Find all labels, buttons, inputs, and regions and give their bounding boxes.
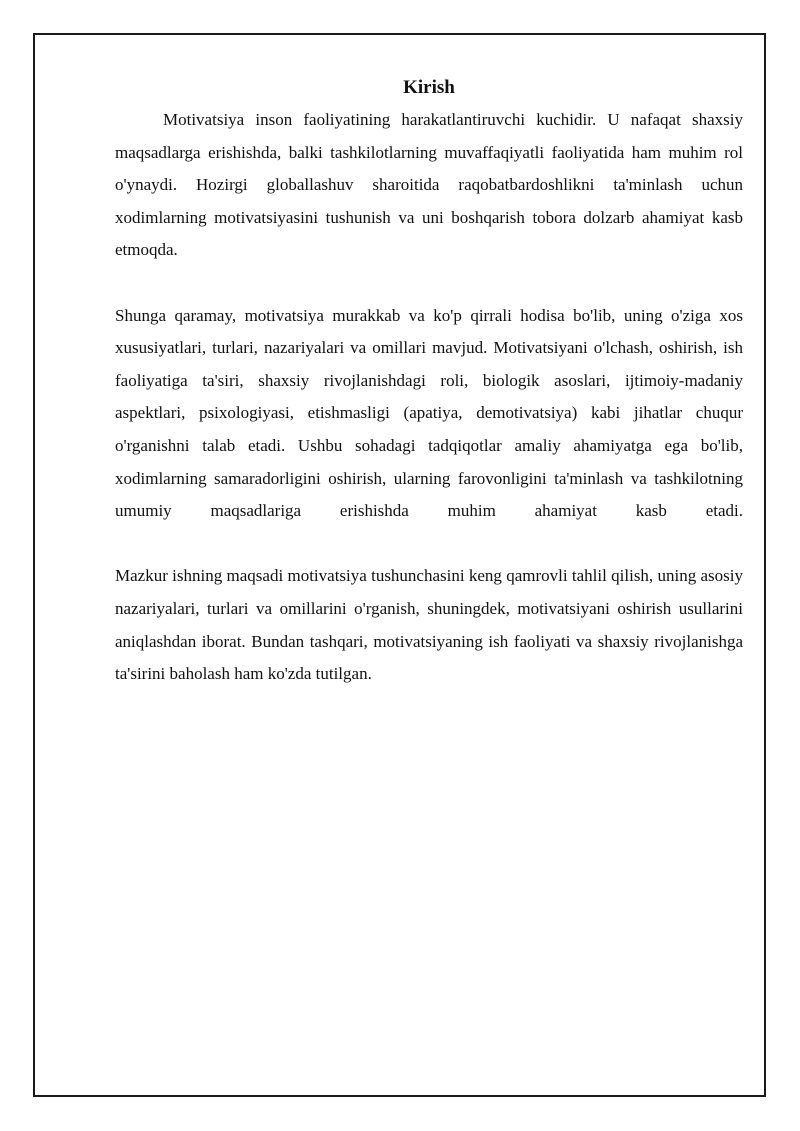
document-body <box>115 72 743 691</box>
paragraph-goal: Mazkur ishning maqsadi motivatsiya tushunchasini keng qamrovli tahlil qilish, uning asosiy nazariyalari, turlari va omillarini o'rganish, shuningdek, motivatsiyani oshirish usullarini aniqlashdan iborat. Bundan tashqari, motivatsiyaning ish faoliyati va shaxsiy rivojlanishga ta'sirini baholash ham ko'zda tutilgan. <box>115 566 743 684</box>
paragraph-spacer <box>115 267 743 300</box>
paragraph-intro: Motivatsiya inson faoliyatining harakatlantiruvchi kuchidir. U nafaqat shaxsiy maqsadlarga erishishda, balki tashkilotlarning muvaffaqiyatli faoliyatida ham muhim rol o'ynaydi. Hozirgi globallashuv sharoitida raqobatbardoshlikni ta'minlash uchun xodimlarning motivatsiyasini tushunish va uni boshqarish tobora dolzarb ahamiyat kasb etmoqda. <box>115 110 743 260</box>
paragraph-body: Shunga qaramay, motivatsiya murakkab va ko'p qirrali hodisa bo'lib, uning o'ziga xos xususiyatlari, turlari, nazariyalari va omillari mavjud. Motivatsiyani o'lchash, oshirish, ish faoliyatiga ta'siri, shaxsiy rivojlanishdagi roli, biologik asoslari, ijtimoiy-madaniy aspektlari, psixologiyasi, etishmasligi (apatiya, demotivatsiya) kabi jihatlar chuqur o'rganishni talab etadi. Ushbu sohadagi tadqiqotlar amaliy ahamiyatga ega bo'lib, xodimlarning samaradorligini oshirish, ularning farovonligini ta'minlash va tashkilotning umumiy maqsadlariga erishishda muhim ahamiyat kasb etadi. <box>115 305 743 521</box>
paragraph-spacer <box>115 528 743 561</box>
document-title: Kirish <box>403 77 455 98</box>
